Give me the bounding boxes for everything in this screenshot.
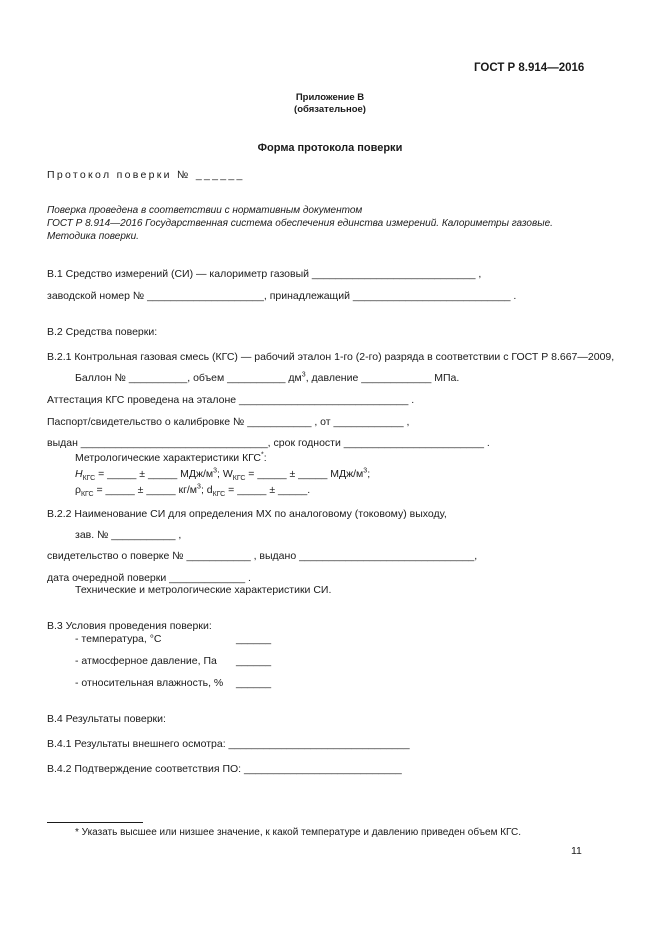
next-date-line: дата очередной поверки _____________ . [47, 572, 251, 584]
issued-line: выдан ________________________________, срок годности ________________________ . [47, 437, 490, 449]
protocol-heading: Протокол поверки № ______ [47, 169, 245, 181]
condition-pressure-label: - атмосферное давление, Па [75, 655, 217, 667]
certificate-line: свидетельство о поверке № ___________ , выдано ______________________________, [47, 550, 478, 562]
metro-label: Метрологические характеристики КГС*: [75, 451, 267, 464]
cylinder-line: Баллон № __________, объем __________ $дм^3$, давление ____________ МПа. [75, 371, 460, 384]
standard-header: ГОСТ Р 8.914—2016 [474, 62, 585, 74]
b3-heading: В.3 Условия проведения поверки: [47, 620, 212, 632]
b22-text: В.2.2 Наименование СИ для определения МХ по аналоговому (токовому) выходу, [47, 508, 447, 520]
b4-heading: В.4 Результаты поверки: [47, 713, 166, 725]
footnote-rule [47, 822, 143, 823]
intro-line-3: Методика поверки. [47, 231, 139, 242]
intro-line-2: ГОСТ Р 8.914—2016 Государственная система обеспечения единства измерений. Калориметры газовые. [47, 218, 553, 229]
condition-humidity-label: - относительная влажность, % [75, 677, 224, 689]
page-number: 11 [571, 845, 582, 857]
b1-line-1: В.1 Средство измерений (СИ) — калориметр газовый ____________________________ , [47, 268, 482, 280]
intro-line-1: Поверка проведена в соответствии с нормативным документом [47, 205, 363, 216]
b21-text: В.2.1 Контрольная газовая смесь (КГС) — рабочий эталон 1-го (2-го) разряда в соответствии с ГОСТ Р 8.667—2009, [47, 351, 615, 363]
b1-line-2: заводской номер № ____________________, принадлежащий ___________________________ . [47, 290, 517, 302]
condition-pressure-blank: ______ [236, 655, 272, 667]
condition-humidity-blank: ______ [236, 677, 272, 689]
passport-line: Паспорт/свидетельство о калибровке № ___________ , от ____________ , [47, 416, 410, 428]
footnote-text: * Указать высшее или низшее значение, к какой температуре и давлению приведен объем КГС. [75, 827, 522, 838]
b2-heading: В.2 Средства поверки: [47, 326, 158, 338]
annex-status: (обязательное) [294, 104, 366, 115]
b42-line: В.4.2 Подтверждение соответствия ПО: ___________________________ [47, 763, 402, 775]
metro-row-2: $\rho_{КГС}$ = _____ ± _____ $кг/м^3$; $d_{КГС}$ = _____ ± _____. [75, 483, 311, 499]
form-title: Форма протокола поверки [257, 142, 403, 154]
tech-line: Технические и метрологические характеристики СИ. [75, 584, 332, 596]
condition-temperature-blank: ______ [236, 633, 272, 645]
condition-temperature-label: - температура, °С [75, 633, 162, 645]
serial-line: зав. № ___________ , [75, 529, 182, 541]
metro-row-1: $H_{КГС}$ = _____ ± _____ МДж/$м^3$; $W_{КГС}$ = _____ ± _____ МДж/$м^3$; [75, 467, 371, 483]
attestation-line: Аттестация КГС проведена на эталоне _____________________________ . [47, 394, 415, 406]
annex-title: Приложение В [295, 92, 365, 103]
b41-line: В.4.1 Результаты внешнего осмотра: _______________________________ [47, 738, 410, 750]
